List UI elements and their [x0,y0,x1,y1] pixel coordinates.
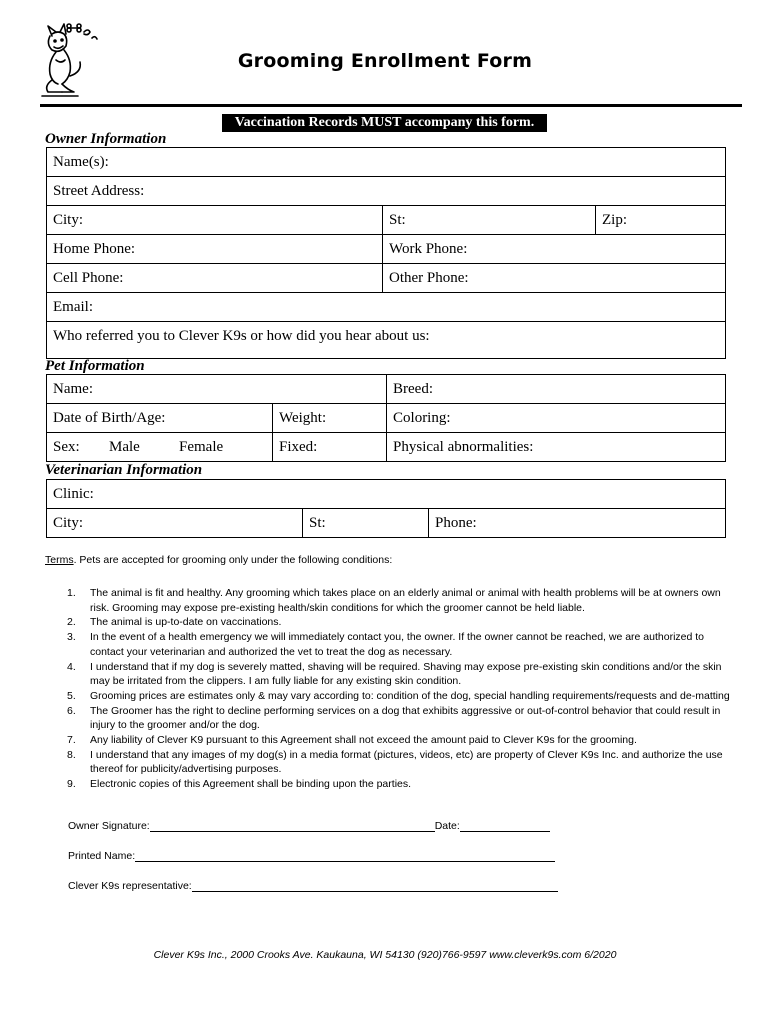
owner-email-label: Email: [53,299,93,315]
owner-city-label: City: [53,212,84,228]
owner-street-field[interactable] [47,177,726,206]
terms-item-text: The Groomer has the right to decline performing services on a dog that exhibits aggressive or out-of-control behavior that could result in injury to the groomer and/or the dog. [90,704,721,732]
date-label: Date: [434,820,460,832]
terms-item-text: Electronic copies of this Agreement shall be binding upon the parties. [90,778,412,791]
pet-info-table [46,374,726,462]
terms-item-text: I understand that if my dog is severely matted, shaving will be required. Shaving may expose pre-existing skin conditions and/or the skin may be irritated from the clippers. I am fully liable for any existing skin condition. [90,660,722,688]
title-divider [40,104,742,107]
representative-line[interactable] [192,880,558,892]
owner-signature-row [68,820,550,832]
pet-coloring-field[interactable] [387,404,726,433]
owner-street-label: Street Address: [53,183,145,199]
printed-name-line[interactable] [135,850,555,862]
representative-row [68,880,558,892]
pet-fixed-label: Fixed: [279,439,318,455]
terms-intro-text: . Pets are accepted for grooming only under the following conditions: [73,554,393,566]
owner-signature-line[interactable] [150,820,435,832]
terms-item [45,615,735,630]
terms-item [45,704,735,733]
terms-item [45,689,735,704]
owner-email-field[interactable] [47,293,726,322]
vet-state-field[interactable] [303,509,429,538]
terms-item-number: 6. [67,704,76,717]
owner-state-label: St: [389,212,406,228]
vet-section-heading: Veterinarian Information [45,462,203,478]
pet-sex-field [47,433,273,462]
owner-info-table [46,147,726,359]
printed-name-row [68,850,555,862]
pet-fixed-field[interactable] [273,433,387,462]
terms-item-number: 2. [67,616,76,629]
owner-names-label: Name(s): [53,154,109,170]
pet-name-label: Name: [53,381,93,397]
pet-weight-field[interactable] [273,404,387,433]
owner-state-zip-cell [383,206,726,235]
owner-zip-field[interactable] [596,206,725,234]
vet-phone-field[interactable] [429,509,726,538]
terms-item [45,586,735,615]
pet-sex-female-option[interactable]: Female [179,439,224,455]
terms-item [45,660,735,689]
owner-work-phone-field[interactable] [383,235,726,264]
terms-item [45,748,735,777]
vet-clinic-field[interactable] [47,480,726,509]
terms-item-text: The animal is fit and healthy. Any grooming which takes place on an elderly animal or animal with health problems will be at owners own risk. Grooming may expose pre-existing health/skin conditions for which the groomer cannot be held liable. [90,587,721,614]
owner-other-phone-field[interactable] [383,264,726,293]
terms-item-number: 9. [67,778,76,791]
vet-state-label: St: [309,515,326,531]
pet-name-field[interactable] [47,375,387,404]
terms-intro [45,554,735,566]
pet-abnormalities-label: Physical abnormalities: [393,439,534,455]
pet-breed-field[interactable] [387,375,726,404]
owner-section-heading: Owner Information [45,131,167,147]
terms-item-number: 4. [67,660,76,673]
owner-city-field[interactable] [47,206,383,235]
pet-sex-label: Sex: [53,439,80,455]
terms-item [45,630,735,659]
pet-breed-label: Breed: [393,381,433,397]
owner-names-field[interactable] [47,148,726,177]
date-line[interactable] [460,820,550,832]
terms-item-number: 1. [67,587,76,599]
terms-item-text: In the event of a health emergency we will immediately contact you, the owner. If the owner cannot be reached, we are authorized to contact your veterinarian and authorized the vet to treat the dog as necessary. [90,631,705,658]
terms-label: Terms [45,554,74,566]
pet-dob-label: Date of Birth/Age: [53,410,166,426]
terms-item [45,733,735,748]
owner-referral-label: Who referred you to Clever K9s or how did you hear about us: [53,328,430,344]
owner-other-phone-label: Other Phone: [389,270,469,286]
vet-city-label: City: [53,515,84,531]
vaccination-banner: Vaccination Records MUST accompany this form. [222,114,547,132]
owner-home-phone-label: Home Phone: [53,241,136,257]
vet-city-field[interactable] [47,509,303,538]
owner-cell-phone-field[interactable] [47,264,383,293]
owner-home-phone-field[interactable] [47,235,383,264]
owner-referral-field[interactable] [47,322,726,359]
pet-section-heading: Pet Information [45,358,145,374]
pet-abnormalities-field[interactable] [387,433,726,462]
terms-item-number: 7. [67,734,76,747]
owner-zip-label: Zip: [602,212,627,228]
owner-work-phone-label: Work Phone: [389,241,468,257]
form-title: Grooming Enrollment Form [237,50,533,72]
owner-state-field[interactable] [383,206,596,234]
vet-info-table [46,479,726,538]
terms-item-number: 8. [67,748,76,761]
vet-clinic-label: Clinic: [53,486,94,502]
pet-coloring-label: Coloring: [393,410,451,426]
representative-label: Clever K9s representative: [68,880,192,892]
terms-item-text: I understand that any images of my dog(s) in a media format (pictures, videos, etc) are property of Clever K9s Inc. and authorize the use thereof for publicity/advertising purposes. [90,748,723,776]
pet-sex-male-option[interactable]: Male [109,439,140,455]
terms-section [45,554,735,792]
terms-list [45,586,735,792]
owner-signature-label: Owner Signature: [68,820,150,832]
printed-name-label: Printed Name: [68,850,136,862]
owner-cell-phone-label: Cell Phone: [53,270,124,286]
footer-address: Clever K9s Inc., 2000 Crooks Ave. Kaukauna, WI 54130 (920)766-9597 www.cleverk9s.com 6/2020 [153,949,617,961]
terms-item-text: Any liability of Clever K9 pursuant to this Agreement shall not exceed the amount paid to Clever K9s for the grooming. [90,734,637,747]
pet-weight-label: Weight: [279,410,327,426]
terms-item-text: The animal is up-to-date on vaccinations. [90,616,282,629]
terms-item-number: 3. [67,631,76,644]
terms-item-number: 5. [67,689,76,702]
terms-item-text: Grooming prices are estimates only & may vary according to: condition of the dog, special handling requirements/requests and de-matting [90,689,730,702]
pet-dob-field[interactable] [47,404,273,433]
vet-phone-label: Phone: [435,515,477,531]
terms-item [45,777,735,792]
